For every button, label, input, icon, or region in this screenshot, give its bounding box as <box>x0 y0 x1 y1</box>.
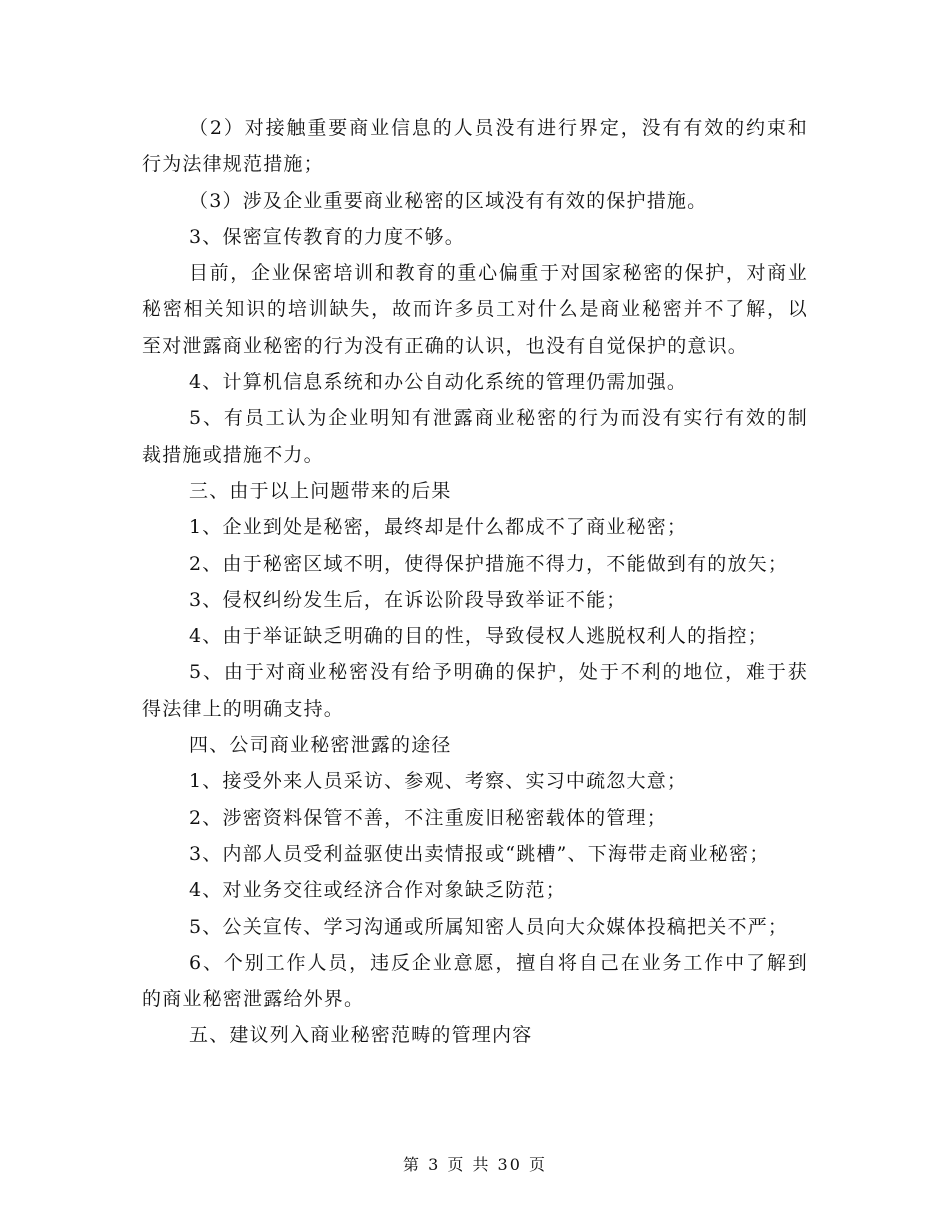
paragraph-19: 6、个别工作人员，违反企业意愿，擅自将自己在业务工作中了解到的商业秘密泄露给外界。 <box>142 951 808 1011</box>
section-heading-4: 四、公司商业秘密泄露的途径 <box>189 734 452 757</box>
paragraph-5: 4、计算机信息系统和办公自动化系统的管理仍需加强。 <box>189 371 688 394</box>
paragraph-12: 5、由于对商业秘密没有给予明确的保护，处于不利的地位，难于获得法律上的明确支持。 <box>142 661 808 720</box>
paragraph-1: （2）对接触重要商业信息的人员没有进行界定，没有有效的约束和行为法律规范措施； <box>142 117 808 176</box>
paragraph-4: 目前，企业保密培训和教育的重心偏重于对国家秘密的保护，对商业秘密相关知识的培训缺失，故而许多员工对什么是商业秘密并不了解，以至对泄露商业秘密的行为没有正确的认识，也没有自觉保护的意识。 <box>142 262 808 357</box>
paragraph-11: 4、由于举证缺乏明确的目的性，导致侵权人逃脱权利人的指控； <box>189 625 768 648</box>
paragraph-17: 4、对业务交往或经济合作对象缺乏防范； <box>189 879 566 902</box>
document-body <box>142 110 808 1054</box>
paragraph-15: 2、涉密资料保管不善，不注重废旧秘密载体的管理； <box>189 806 667 829</box>
paragraph-9: 2、由于秘密区域不明，使得保护措施不得力，不能做到有的放矢； <box>189 552 789 575</box>
section-heading-3: 三、由于以上问题带来的后果 <box>189 479 452 502</box>
paragraph-16: 3、内部人员受利益驱使出卖情报或“跳槽”、下海带走商业秘密； <box>189 842 770 865</box>
paragraph-6: 5、有员工认为企业明知有泄露商业秘密的行为而没有实行有效的制裁措施或措施不力。 <box>142 407 808 466</box>
paragraph-3: 3、保密宣传教育的力度不够。 <box>189 225 465 248</box>
paragraph-14: 1、接受外来人员采访、参观、考察、实习中疏忽大意； <box>189 770 688 793</box>
paragraph-8: 1、企业到处是秘密，最终却是什么都成不了商业秘密； <box>189 516 688 539</box>
page-number-footer: 第 3 页 共 30 页 <box>403 1155 547 1174</box>
section-heading-5: 五、建议列入商业秘密范畴的管理内容 <box>189 1024 533 1047</box>
paragraph-18: 5、公关宣传、学习沟通或所属知密人员向大众媒体投稿把关不严； <box>189 915 789 938</box>
paragraph-2: （3）涉及企业重要商业秘密的区域没有有效的保护措施。 <box>189 189 708 212</box>
paragraph-10: 3、侵权纠纷发生后，在诉讼阶段导致举证不能； <box>189 588 627 611</box>
